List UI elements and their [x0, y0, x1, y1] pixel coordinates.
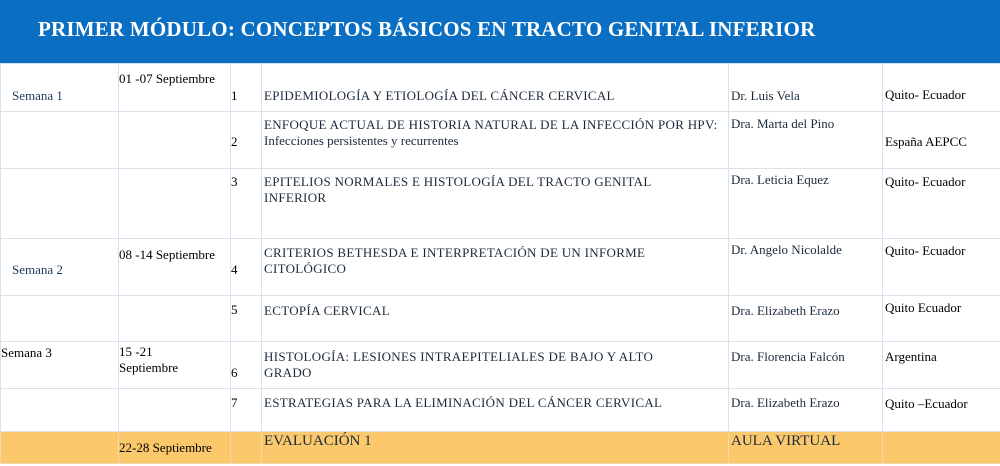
evaluation-location: AULA VIRTUAL [731, 433, 841, 449]
number-cell [231, 432, 262, 464]
place-name: Argentina [885, 349, 937, 364]
doctor-name: Dra. Marta del Pino [731, 116, 835, 131]
topic-title: ENFOQUE ACTUAL DE HISTORIA NATURAL DE LA INFECCIÓN POR HPV: [264, 117, 718, 132]
date-label: 01 -07 Septiembre [119, 71, 216, 86]
topic-subtitle: Infecciones persistentes y recurrentes [264, 133, 459, 148]
doctor-name: Dr. Luis Vela [731, 88, 800, 103]
place-cell [883, 389, 1000, 432]
doctor-name: Dra. Florencia Falcón [731, 349, 845, 364]
topic-title: HISTOLOGÍA: LESIONES INTRAEPITELIALES DE BAJO Y ALTO GRADO [264, 349, 654, 380]
doctor-cell [729, 342, 883, 389]
doctor-cell [729, 64, 883, 112]
doctor-cell [729, 112, 883, 169]
table-row [1, 389, 1000, 432]
place-name: Quito- Ecuador [885, 174, 966, 189]
module-header [0, 0, 1000, 63]
place-cell [883, 169, 1000, 239]
doctor-name: Dra. Leticia Equez [731, 172, 829, 187]
topic-title: CRITERIOS BETHESDA E INTERPRETACIÓN DE UN INFORME CITOLÓGICO [264, 245, 646, 276]
week-label: Semana 1 [12, 88, 63, 103]
topic-cell [262, 64, 729, 112]
evaluation-row [1, 432, 1000, 464]
session-number: 6 [231, 365, 238, 380]
session-number: 7 [231, 395, 238, 410]
place-cell [883, 112, 1000, 169]
topic-cell [262, 169, 729, 239]
session-number: 5 [231, 302, 238, 317]
session-number: 2 [231, 134, 238, 149]
topic-cell [262, 389, 729, 432]
place-cell [883, 64, 1000, 112]
week-cell [1, 239, 119, 296]
table-row [1, 239, 1000, 296]
week-cell [1, 169, 119, 239]
topic-title: EPITELIOS NORMALES E HISTOLOGÍA DEL TRACTO GENITAL INFERIOR [264, 174, 652, 205]
number-cell [231, 112, 262, 169]
week-cell [1, 389, 119, 432]
number-cell [231, 64, 262, 112]
schedule-table [0, 63, 1000, 464]
week-label: Semana 3 [1, 345, 52, 360]
module-title: PRIMER MÓDULO: CONCEPTOS BÁSICOS EN TRACTO GENITAL INFERIOR [38, 17, 816, 41]
place-name: Quito Ecuador [885, 300, 962, 315]
table-row [1, 112, 1000, 169]
week-cell [1, 112, 119, 169]
doctor-name: Dra. Elizabeth Erazo [731, 303, 840, 318]
week-cell [1, 64, 119, 112]
number-cell [231, 389, 262, 432]
number-cell [231, 342, 262, 389]
topic-cell [262, 239, 729, 296]
place-cell [883, 296, 1000, 342]
table-row [1, 64, 1000, 112]
topic-title: ECTOPÍA CERVICAL [264, 303, 390, 318]
session-number: 4 [231, 262, 238, 277]
place-cell [883, 239, 1000, 296]
table-row [1, 342, 1000, 389]
date-cell [119, 296, 231, 342]
doctor-cell [729, 239, 883, 296]
week-cell [1, 342, 119, 389]
date-cell [119, 64, 231, 112]
table-row [1, 296, 1000, 342]
place-name: España AEPCC [885, 134, 967, 149]
evaluation-date: 22-28 Septiembre [119, 440, 212, 455]
doctor-name: Dr. Angelo Nicolalde [731, 242, 842, 257]
doctor-cell [729, 169, 883, 239]
place-cell [883, 342, 1000, 389]
place-name: Quito- Ecuador [885, 243, 966, 258]
date-cell [119, 389, 231, 432]
date-label: 15 -21 Septiembre [119, 344, 179, 375]
table-row [1, 169, 1000, 239]
place-name: Quito –Ecuador [885, 396, 968, 411]
number-cell [231, 169, 262, 239]
number-cell [231, 296, 262, 342]
topic-title: ESTRATEGIAS PARA LA ELIMINACIÓN DEL CÁNCER CERVICAL [264, 395, 663, 410]
number-cell [231, 239, 262, 296]
date-cell [119, 342, 231, 389]
doctor-cell [729, 296, 883, 342]
doctor-name: Dra. Elizabeth Erazo [731, 395, 840, 410]
topic-cell [262, 112, 729, 169]
place-cell [883, 432, 1000, 464]
topic-cell [262, 342, 729, 389]
session-number: 1 [231, 88, 238, 103]
week-cell [1, 296, 119, 342]
topic-cell [262, 296, 729, 342]
doctor-cell [729, 432, 883, 464]
evaluation-label: EVALUACIÓN 1 [264, 433, 372, 449]
doctor-cell [729, 389, 883, 432]
session-number: 3 [231, 174, 238, 189]
date-label: 08 -14 Septiembre [119, 247, 216, 262]
week-label: Semana 2 [12, 262, 63, 277]
place-name: Quito- Ecuador [885, 87, 966, 102]
date-cell [119, 112, 231, 169]
topic-title: EPIDEMIOLOGÍA Y ETIOLOGÍA DEL CÁNCER CERVICAL [264, 88, 615, 103]
topic-cell [262, 432, 729, 464]
date-cell [119, 432, 231, 464]
date-cell [119, 239, 231, 296]
week-cell [1, 432, 119, 464]
date-cell [119, 169, 231, 239]
